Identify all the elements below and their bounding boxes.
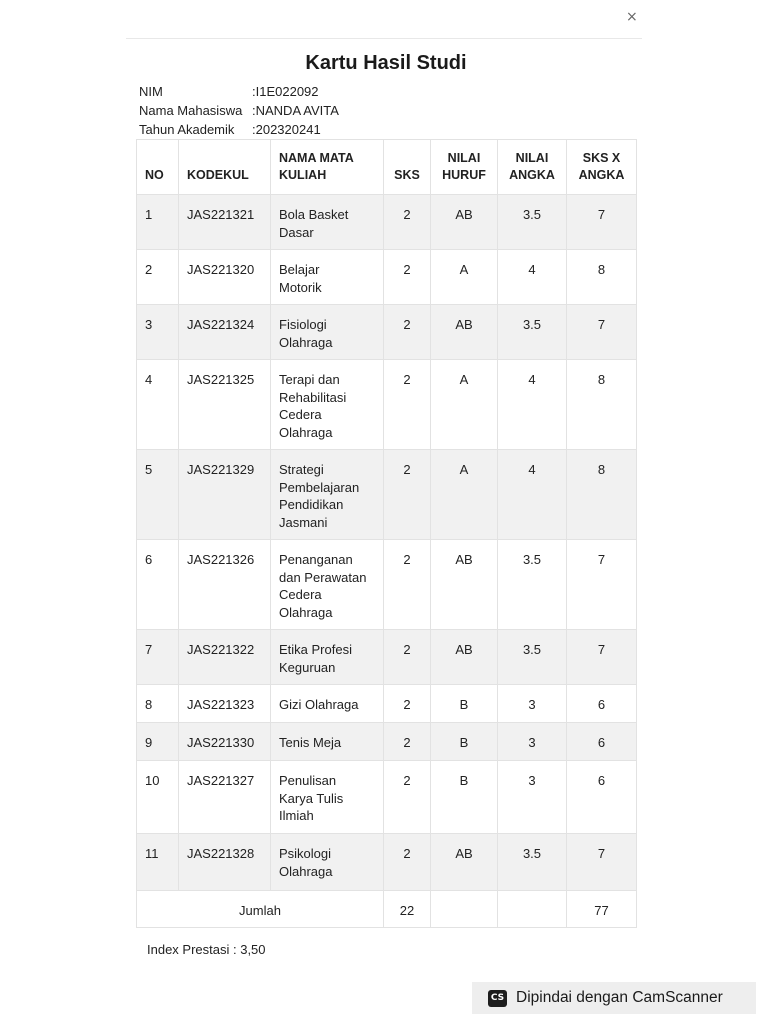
cell-sks-x-angka: 8 — [567, 360, 637, 450]
course-name-line: Penanganan — [279, 552, 353, 567]
cell-nilai-huruf: B — [431, 685, 498, 723]
course-name-line: Etika Profesi — [279, 642, 352, 657]
cell-kodekul: JAS221320 — [179, 250, 271, 305]
cell-nilai-angka: 3.5 — [498, 195, 567, 250]
cell-nilai-angka: 3.5 — [498, 540, 567, 630]
cell-nilai-angka: 3 — [498, 761, 567, 834]
cell-no: 5 — [137, 450, 179, 540]
table-row — [137, 723, 637, 761]
table-header-row — [137, 140, 637, 195]
header-sks: SKS — [384, 140, 431, 195]
cell-nilai-huruf: B — [431, 761, 498, 834]
cell-sks: 2 — [384, 685, 431, 723]
cell-nilai-huruf: A — [431, 450, 498, 540]
cell-nilai-angka: 3 — [498, 685, 567, 723]
cell-no: 1 — [137, 195, 179, 250]
name-label: Nama Mahasiswa — [139, 103, 243, 118]
cell-no: 8 — [137, 685, 179, 723]
cell-nama — [271, 834, 384, 891]
course-name-line: Pembelajaran — [279, 479, 360, 495]
year-label: Tahun Akademik — [139, 122, 235, 137]
table-row — [137, 630, 637, 685]
cell-nilai-angka: 4 — [498, 450, 567, 540]
cell-sks-x-angka: 7 — [567, 630, 637, 685]
cell-kodekul: JAS221325 — [179, 360, 271, 450]
course-name-line: Olahraga — [279, 424, 333, 440]
cell-no: 9 — [137, 723, 179, 761]
course-name-line: Cedera — [279, 587, 322, 602]
cell-no: 6 — [137, 540, 179, 630]
nim-label: NIM — [139, 84, 163, 99]
course-name-line: Jasmani — [279, 514, 328, 530]
cell-kodekul: JAS221323 — [179, 685, 271, 723]
name-value: :NANDA AVITA — [252, 103, 339, 118]
table-row — [137, 761, 637, 834]
cell-sks: 2 — [384, 540, 431, 630]
year-value: :202320241 — [252, 122, 321, 137]
cell-nilai-huruf: AB — [431, 834, 498, 891]
cell-sks: 2 — [384, 250, 431, 305]
cell-nama — [271, 360, 384, 450]
cell-nama — [271, 305, 384, 360]
course-name-line: Tenis Meja — [279, 735, 342, 750]
cell-sks: 2 — [384, 450, 431, 540]
course-name-line: Dasar — [279, 224, 314, 240]
table-row — [137, 834, 637, 891]
course-name-line: Strategi — [279, 462, 324, 477]
cell-nilai-huruf: B — [431, 723, 498, 761]
cell-nama — [271, 630, 384, 685]
cell-nama — [271, 761, 384, 834]
header-no: NO — [137, 140, 179, 195]
cell-sks: 2 — [384, 195, 431, 250]
course-name-line: Motorik — [279, 279, 322, 295]
table-row — [137, 360, 637, 450]
header-sks-x-angka: SKS X ANGKA — [567, 140, 637, 195]
header-kodekul: KODEKUL — [179, 140, 271, 195]
cell-nilai-angka: 4 — [498, 360, 567, 450]
cell-sks: 2 — [384, 761, 431, 834]
cell-sks-x-angka: 7 — [567, 834, 637, 891]
cell-sks-x-angka: 8 — [567, 450, 637, 540]
cell-nama — [271, 450, 384, 540]
course-name-line: Rehabilitasi — [279, 389, 347, 405]
cell-nilai-huruf: AB — [431, 630, 498, 685]
total-sks-x-angka: 77 — [567, 891, 637, 928]
total-row — [137, 891, 637, 928]
cell-sks-x-angka: 8 — [567, 250, 637, 305]
header-nilai-huruf: NILAI HURUF — [431, 140, 498, 195]
course-name-line: Belajar — [279, 262, 320, 277]
course-name-line: Ilmiah — [279, 808, 314, 823]
cell-nilai-huruf: AB — [431, 195, 498, 250]
total-label: Jumlah — [137, 891, 384, 928]
course-name-line: Bola Basket — [279, 207, 349, 222]
course-name-line: Pendidikan — [279, 497, 344, 512]
course-name-line: Penulisan — [279, 773, 337, 788]
cell-kodekul: JAS221326 — [179, 540, 271, 630]
cell-nilai-huruf: AB — [431, 305, 498, 360]
total-empty-huruf — [431, 891, 498, 928]
course-name-line: Olahraga — [279, 334, 333, 350]
nim-value: :I1E022092 — [252, 84, 319, 99]
course-name-line: Olahraga — [279, 604, 333, 620]
course-name-line: Keguruan — [279, 659, 336, 675]
course-name-line: dan Perawatan — [279, 569, 367, 585]
cell-no: 11 — [137, 834, 179, 891]
cell-nama — [271, 685, 384, 723]
total-empty-angka — [498, 891, 567, 928]
cell-kodekul: JAS221328 — [179, 834, 271, 891]
cell-kodekul: JAS221329 — [179, 450, 271, 540]
cell-nilai-huruf: AB — [431, 540, 498, 630]
cell-sks-x-angka: 7 — [567, 195, 637, 250]
table-row — [137, 250, 637, 305]
grades-table — [136, 139, 637, 928]
course-name-line: Fisiologi — [279, 317, 327, 332]
table-row — [137, 540, 637, 630]
cell-nilai-angka: 3 — [498, 723, 567, 761]
cell-sks: 2 — [384, 360, 431, 450]
cell-nama — [271, 250, 384, 305]
cell-kodekul: JAS221330 — [179, 723, 271, 761]
camscanner-text: Dipindai dengan CamScanner — [516, 989, 723, 1006]
cell-no: 4 — [137, 360, 179, 450]
table-row — [137, 195, 637, 250]
cell-nama — [271, 540, 384, 630]
cell-kodekul: JAS221324 — [179, 305, 271, 360]
cell-nilai-angka: 3.5 — [498, 305, 567, 360]
cell-sks-x-angka: 6 — [567, 685, 637, 723]
cell-nilai-huruf: A — [431, 250, 498, 305]
index-prestasi: Index Prestasi : 3,50 — [147, 942, 266, 957]
cell-sks-x-angka: 7 — [567, 540, 637, 630]
cell-kodekul: JAS221321 — [179, 195, 271, 250]
camscanner-watermark — [472, 982, 756, 1014]
header-nilai-angka: NILAI ANGKA — [498, 140, 567, 195]
cell-no: 2 — [137, 250, 179, 305]
course-name-line: Cedera — [279, 407, 322, 422]
camscanner-logo-icon: CS — [488, 990, 507, 1007]
page-title: Kartu Hasil Studi — [305, 52, 467, 74]
cell-sks: 2 — [384, 630, 431, 685]
cell-nilai-huruf: A — [431, 360, 498, 450]
table-row — [137, 450, 637, 540]
course-name-line: Olahraga — [279, 863, 333, 879]
cell-nilai-angka: 3.5 — [498, 630, 567, 685]
cell-sks-x-angka: 6 — [567, 723, 637, 761]
cell-sks: 2 — [384, 723, 431, 761]
cell-sks-x-angka: 7 — [567, 305, 637, 360]
close-icon[interactable]: × — [626, 9, 638, 25]
cell-no: 10 — [137, 761, 179, 834]
header-nama-mata-kuliah: NAMA MATA KULIAH — [271, 140, 384, 195]
cell-sks: 2 — [384, 834, 431, 891]
table-row — [137, 685, 637, 723]
total-sks: 22 — [384, 891, 431, 928]
course-name-line: Psikologi — [279, 846, 332, 861]
cell-kodekul: JAS221322 — [179, 630, 271, 685]
cell-sks: 2 — [384, 305, 431, 360]
header-divider — [126, 38, 642, 39]
course-name-line: Gizi Olahraga — [279, 697, 359, 712]
cell-nilai-angka: 4 — [498, 250, 567, 305]
cell-no: 7 — [137, 630, 179, 685]
cell-no: 3 — [137, 305, 179, 360]
table-row — [137, 305, 637, 360]
cell-nama — [271, 195, 384, 250]
course-name-line: Terapi dan — [279, 372, 340, 387]
cell-kodekul: JAS221327 — [179, 761, 271, 834]
cell-sks-x-angka: 6 — [567, 761, 637, 834]
cell-nama — [271, 723, 384, 761]
course-name-line: Karya Tulis — [279, 790, 344, 806]
cell-nilai-angka: 3.5 — [498, 834, 567, 891]
